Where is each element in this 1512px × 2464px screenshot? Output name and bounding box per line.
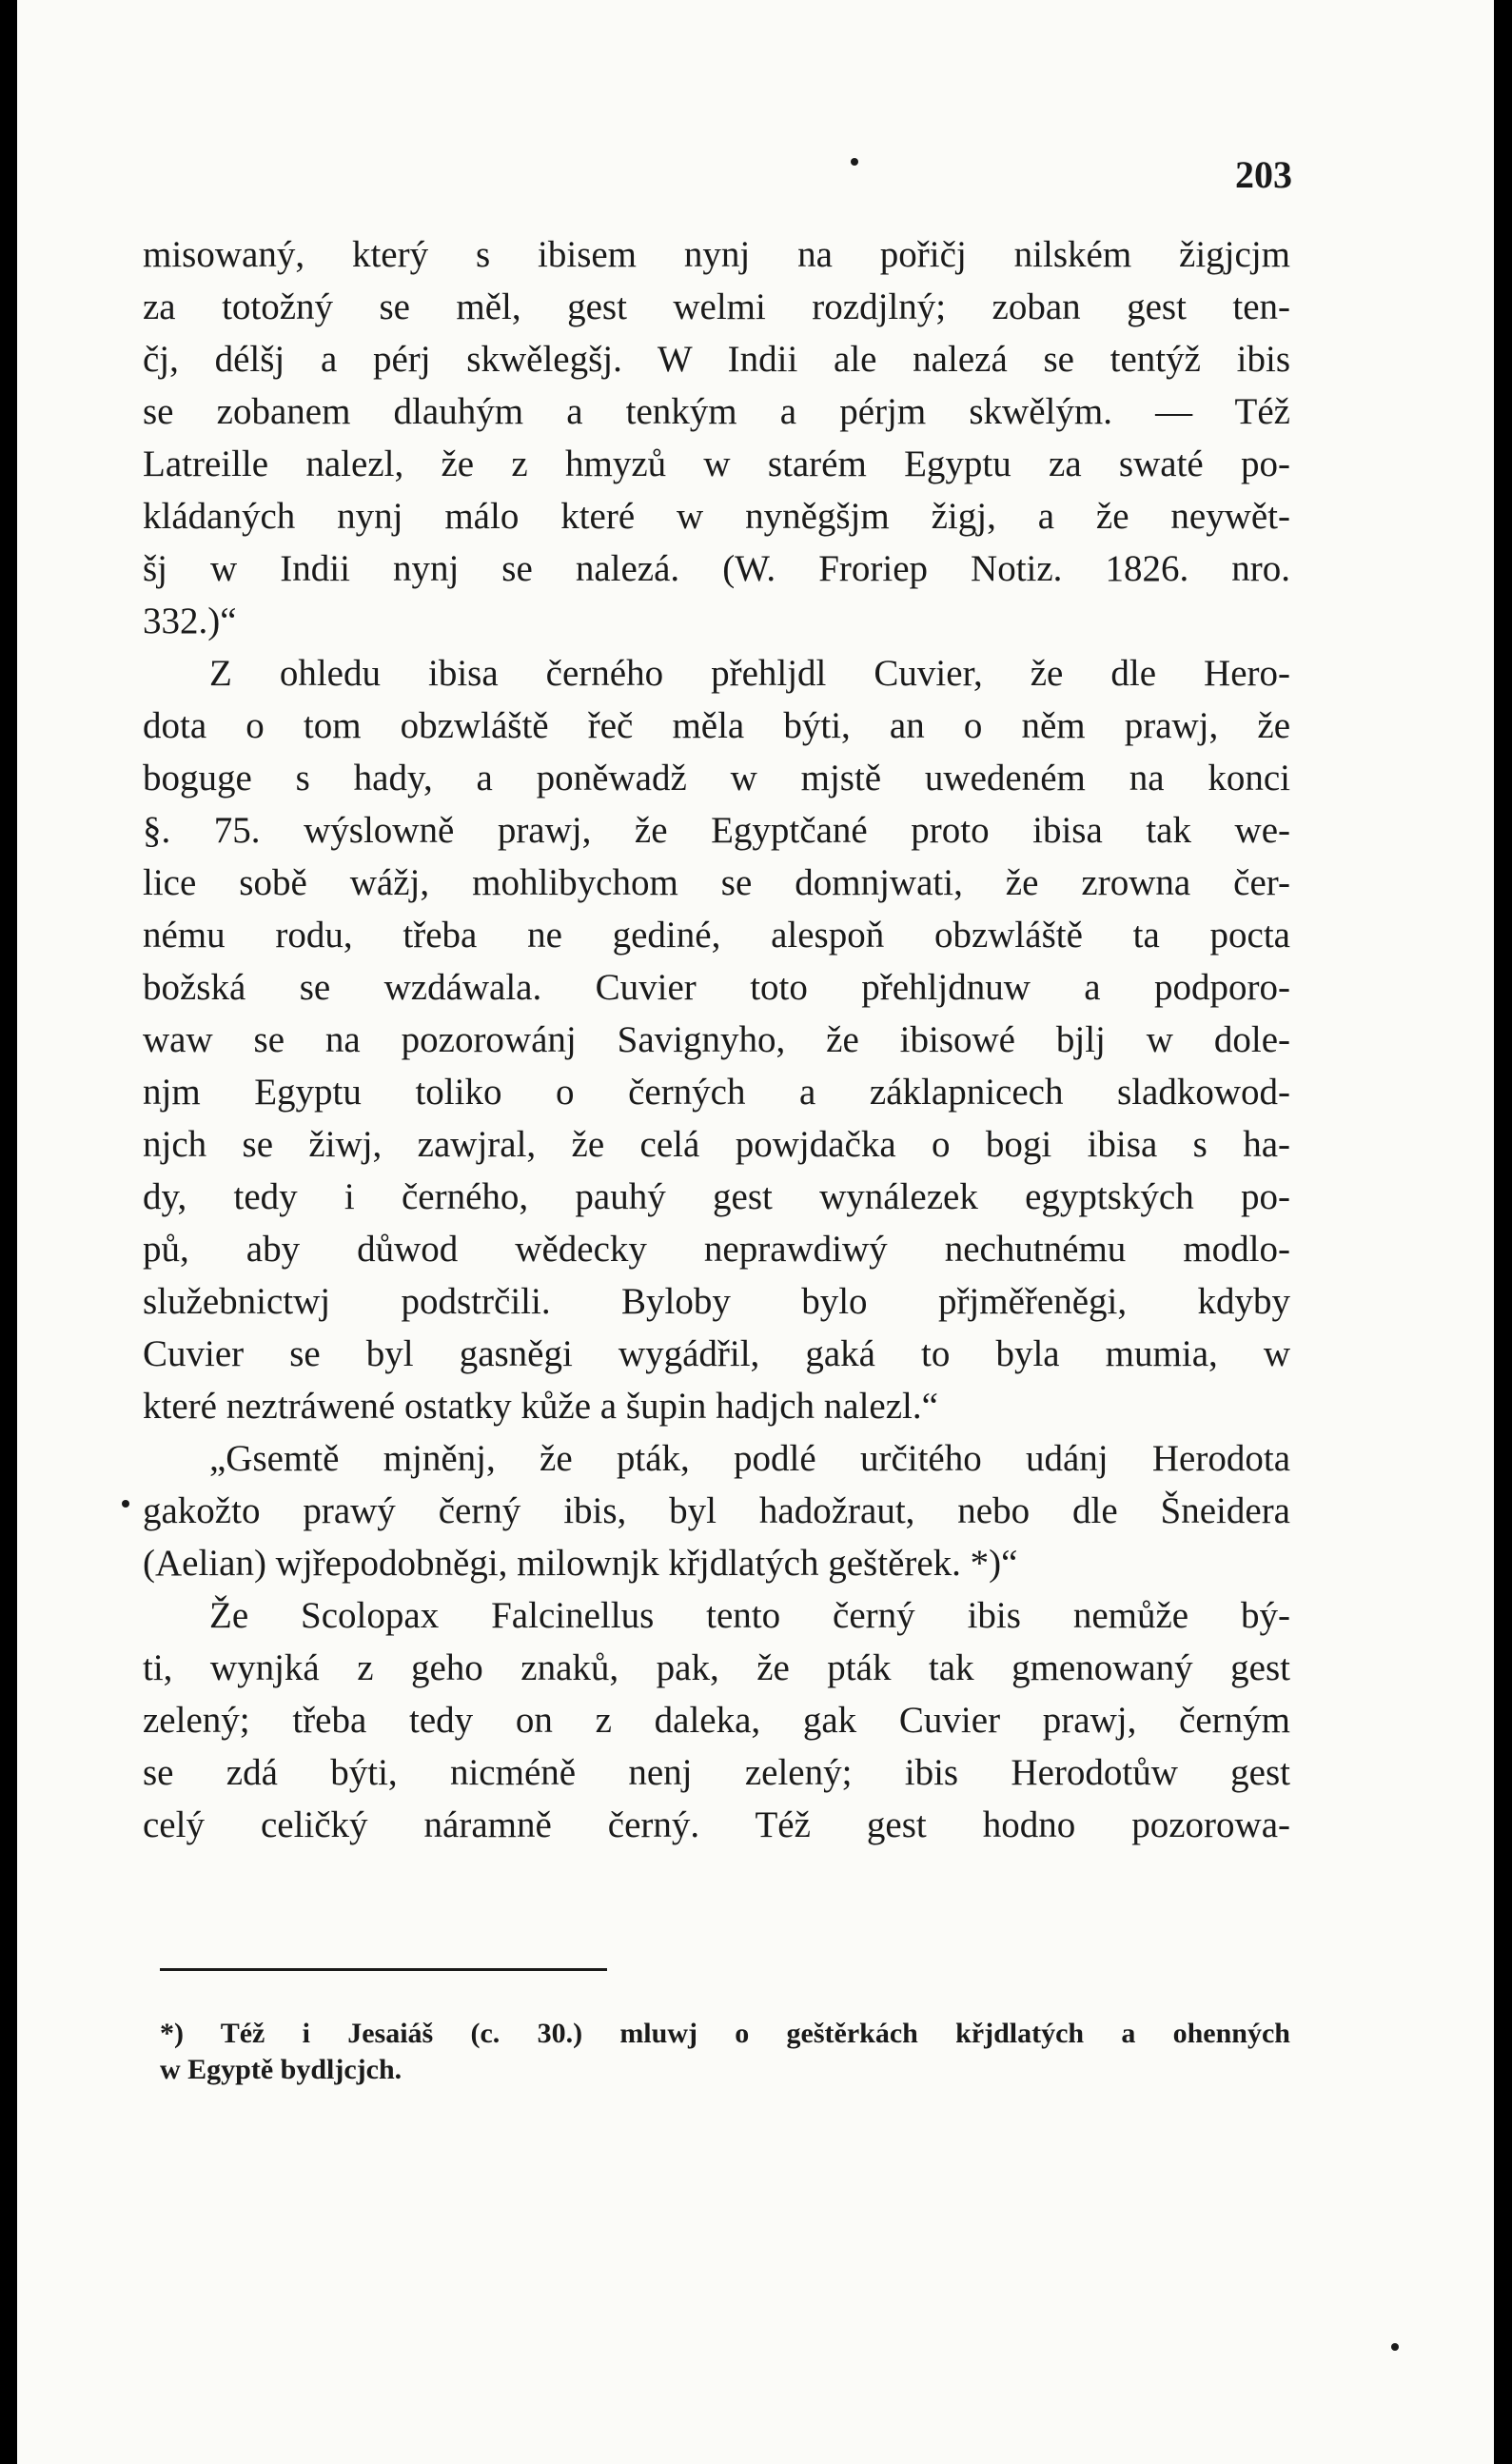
footnote-line: *) Též i Jesaiáš (c. 30.) mluwj o geštěrkách křjdlatých a ohenných [160,2018,1290,2049]
text-line: lice sobě wážj, mohlibychom se domnjwati, že zrowna čer- [143,862,1290,903]
footnote-divider [160,1968,607,1971]
text-line: dy, tedy i černého, pauhý gest wynálezek egyptských po- [143,1176,1290,1217]
text-line: nému rodu, třeba ne gediné, alespoň obzwláště ta pocta [143,915,1290,956]
text-line: (Aelian) wjřepodobněgi, milownjk křjdlatých geštěrek. *)“ [143,1543,1018,1584]
text-line: dota o tom obzwláště řeč měla býti, an o něm prawj, že [143,705,1290,746]
text-line: šj w Indii nynj se nalezá. (W. Froriep Notiz. 1826. nro. [143,548,1290,589]
text-line: zelený; třeba tedy on z daleka, gak Cuvier prawj, černým [143,1700,1290,1741]
text-line: božská se wzdáwala. Cuvier toto přehljdnuw a podporo- [143,967,1290,1008]
text-line: celý celičký náramně černý. Též gest hodno pozorowa- [143,1804,1290,1845]
footnote-line: w Egyptě bydljcjch. [160,2054,403,2085]
text-line: se zdá býti, nicméně nenj zelený; ibis Herodotůw gest [143,1752,1290,1793]
text-line: kládaných nynj málo které w nyněgšjm žigj, a že neywět- [143,496,1290,537]
text-line: §. 75. wýslowně prawj, že Egyptčané proto ibisa tak we- [143,810,1290,851]
text-line: se zobanem dlauhým a tenkým a pérjm skwělým. — Též [143,391,1290,432]
text-line: Že Scolopax Falcinellus tento černý ibis nemůže bý- [209,1595,1290,1636]
margin-speck [851,158,858,166]
text-line: ti, wynjká z geho znaků, pak, že pták tak gmenowaný gest [143,1647,1290,1688]
footnotes [160,2016,1290,2088]
text-line: Latreille nalezl, že z hmyzů w starém Egyptu za swaté po- [143,444,1290,484]
text-line: za totožný se měl, gest welmi rozdjlný; zoban gest ten- [143,286,1290,327]
text-line: njch se žiwj, zawjral, že celá powjdačka o bogi ibisa s ha- [143,1124,1290,1165]
text-line: Cuvier se byl gasněgi wygádřil, gaká to byla mumia, w [143,1333,1290,1374]
text-line: které neztráwené ostatky kůže a šupin hadjch nalezl.“ [143,1386,938,1427]
text-line: čj, délšj a pérj skwělegšj. W Indii ale nalezá se tentýž ibis [143,339,1290,380]
book-page [17,0,1494,2464]
text-line: boguge s hady, a poněwadž w mjstě uwedeném na konci [143,758,1290,798]
margin-speck [122,1500,129,1508]
text-line: služebnictwj podstrčili. Byloby bylo přjměřeněgi, kdyby [143,1281,1290,1322]
text-line: pů, aby důwod wědecky neprawdiwý nechutnému modlo- [143,1229,1290,1270]
text-line: „Gsemtě mjněnj, že pták, podlé určitého udánj Herodota [209,1438,1290,1479]
text-line: 332.)“ [143,601,237,641]
page-number: 203 [1235,153,1292,196]
text-line: Z ohledu ibisa černého přehljdl Cuvier, že dle Hero- [209,653,1290,694]
text-line: njm Egyptu toliko o černých a záklapnicech sladkowod- [143,1072,1290,1113]
text-line: waw se na pozorowánj Savignyho, že ibisowé bjlj w dole- [143,1019,1290,1060]
margin-speck [1391,2343,1399,2351]
text-line: misowaný, který s ibisem nynj na pořičj nilském žigjcjm [143,234,1290,275]
body-text [143,228,1290,1851]
text-line: gakožto prawý černý ibis, byl hadožraut, nebo dle Šneidera [143,1490,1290,1531]
